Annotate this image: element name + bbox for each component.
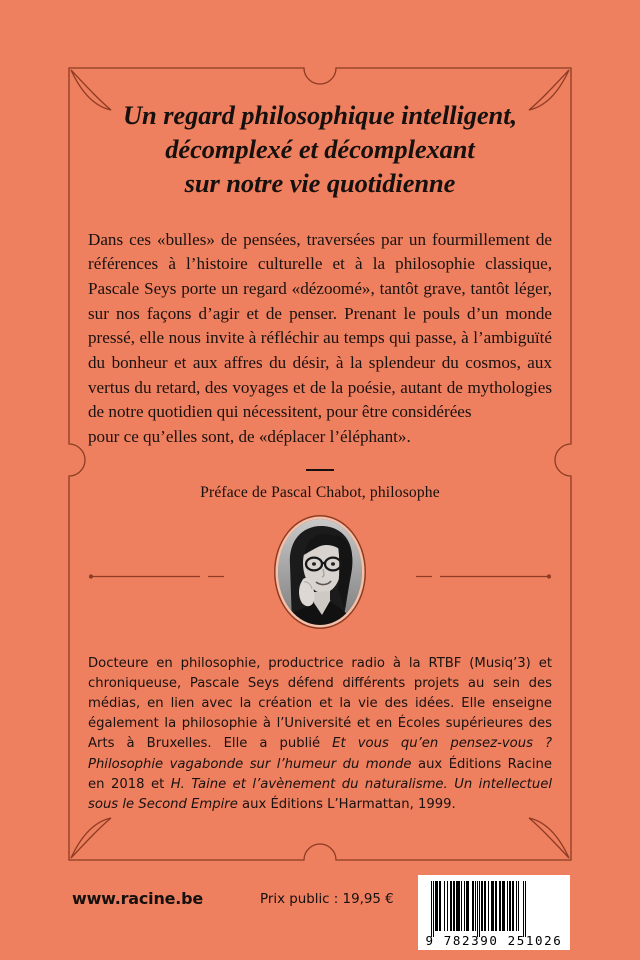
preface-credit: Préface de Pascal Chabot, philosophe — [200, 483, 440, 501]
headline-line-1: Un regard philosophique intelligent, — [123, 100, 517, 130]
bio-book-title-2: H. Taine et l’avènement du naturalisme. Un intellectuel sous le Second Empire — [88, 776, 552, 813]
bio-part-2: aux Éditions Racine en 2018 et — [88, 756, 552, 792]
isbn-barcode — [418, 875, 570, 950]
price-label: Prix public : 19,95 € — [260, 892, 394, 907]
cover-content — [88, 76, 552, 866]
bio-part-1: Docteure en philosophie, productrice radio à la RTBF (Musiq’3) et chroniqueuse, Pascale Seys défend différents projets au sein des médias, en lien avec la création et la vie des idées. Elle enseigne également la philosophie à l’Université et en Écoles supérieures des Arts à Bruxelles. Elle a publié — [88, 655, 552, 752]
headline-line-3: sur notre vie quotidienne — [184, 168, 456, 199]
page-title — [88, 76, 552, 201]
blurb-text — [88, 201, 552, 450]
author-bio — [88, 629, 552, 816]
bio-part-3: aux Éditions L’Harmattan, 1999. — [237, 797, 456, 813]
footer — [72, 880, 622, 950]
bio-book-title-1: Et vous qu’en pensez-vous ? Philosophie vagabonde sur l’humeur du monde — [88, 736, 552, 772]
portrait-row — [88, 519, 552, 629]
blurb-last-line: pour ce qu’elles sont, de «déplacer l’éléphant». — [88, 427, 411, 447]
preface-block — [88, 450, 552, 502]
svg-text:9 782390 251026: 9 782390 251026 — [425, 933, 563, 948]
decorative-line-left — [88, 571, 224, 582]
blurb-body: Dans ces «bulles» de pensées, traversées par un fourmillement de références à l’histoire culturelle et à la philosophie classique, Pascale Seys porte un regard «dézoomé», tantôt grave, tantôt léger, sur nos façons d’agir et de penser. Prenant le pouls d’un monde pressé, elle nous invite à réfléchir au temps qui passe, à l’ambiguïté du bonheur et aux affres du désir, à la splendeur du cosmos, aux vertus du retard, des voyages et de la poésie, autant de mythologies de notre quotidien qui nécessitent, pour être considérées — [88, 229, 552, 422]
author-portrait — [278, 519, 362, 625]
divider-rule — [306, 469, 334, 471]
publisher-website[interactable]: www.racine.be — [72, 889, 204, 908]
headline-line-2: décomplexé et décomplexant — [165, 134, 475, 165]
decorative-line-right — [416, 571, 552, 582]
